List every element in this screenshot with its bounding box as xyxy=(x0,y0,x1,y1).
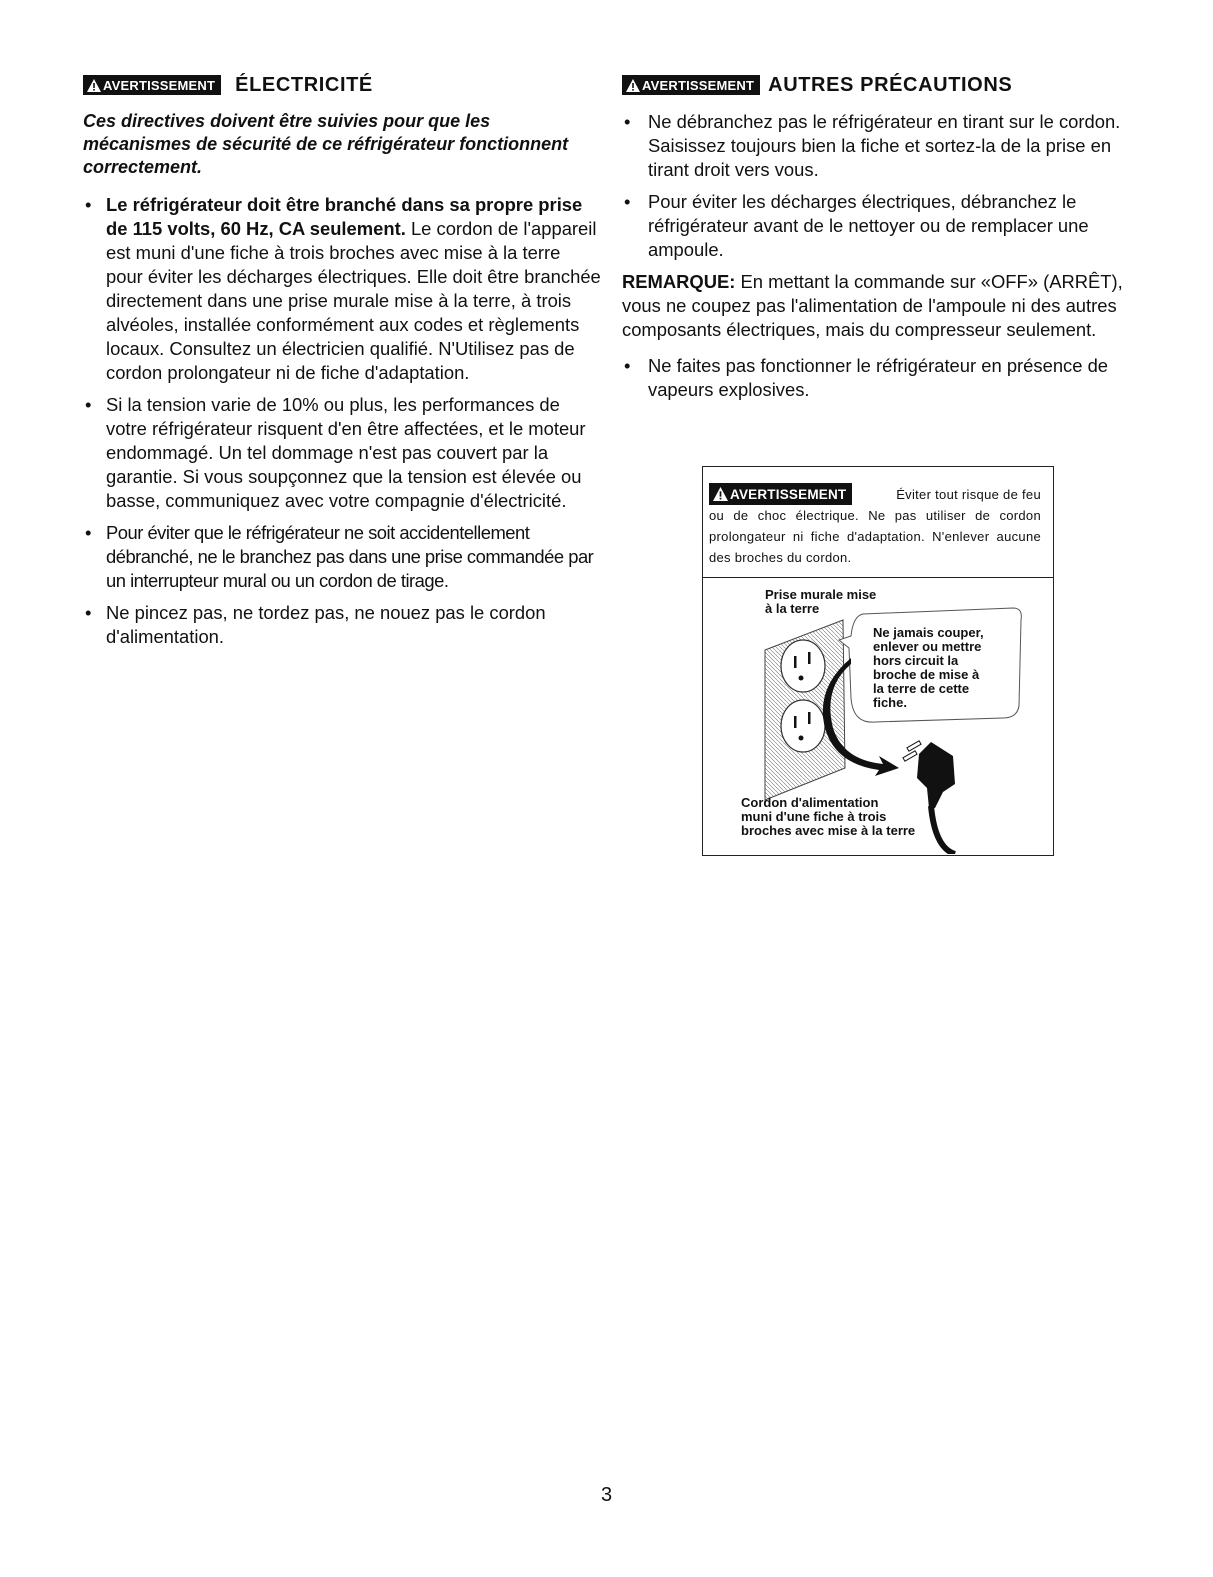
never-remove-label: Ne jamais couper, enlever ou mettre hors circuit la broche de mise à la terre de cette fiche. xyxy=(873,625,984,710)
warning-badge: AVERTISSEMENT xyxy=(709,483,852,505)
list-item: • Le réfrigérateur doit être branché dans sa propre prise de 115 volts, 60 Hz, CA seulement. Le cordon de l'appareil est muni d'une fiche à trois broches avec mise à la terre pour éviter les décharges électriques. Elle doit être branchée directement dans une prise murale mise à la terre, à trois alvéoles, installée conformément aux codes et règlements locaux. Consultez un électricien qualifié. N'Utilisez pas de cordon prolongateur ni de fiche d'adaptation. xyxy=(85,194,601,383)
left-column xyxy=(83,68,601,657)
warning-badge: AVERTISSEMENT xyxy=(622,75,760,95)
warning-box xyxy=(702,466,1054,856)
list-item: • Pour éviter les décharges électriques, débranchez le réfrigérateur avant de le nettoyer ou de remplacer une ampoule. xyxy=(624,191,1089,260)
outlet-label: Prise murale mise à la terre xyxy=(765,587,877,616)
list-item: • Ne débranchez pas le réfrigérateur en tirant sur le cordon. Saisissez toujours bien la fiche et sortez-la de la prise en tirant droit vers vous. xyxy=(624,111,1121,180)
warning-triangle-icon xyxy=(87,79,101,92)
electricity-heading xyxy=(83,68,601,102)
cord-label: Cordon d'alimentation muni d'une fiche à trois broches avec mise à la terre xyxy=(741,795,916,838)
warning-triangle-icon xyxy=(713,487,728,501)
warning-line1: Éviter tout risque de feu xyxy=(896,486,1041,502)
outlet-illustration xyxy=(703,578,1053,856)
intro-text: Ces directives doivent être suivies pour que les mécanismes de sécurité de ce réfrigérateur fonctionnent correctement. xyxy=(83,111,569,177)
list-item: • Ne faites pas fonctionner le réfrigérateur en présence de vapeurs explosives. xyxy=(624,355,1109,400)
electricity-list xyxy=(83,193,601,649)
right-column xyxy=(622,68,1142,410)
section-title: AUTRES PRÉCAUTIONS xyxy=(768,73,1013,96)
note-label: REMARQUE: xyxy=(622,271,736,292)
precautions-heading xyxy=(622,68,1142,102)
page-number: 3 xyxy=(600,1484,613,1506)
warning-rest: ou de choc électrique. Ne pas utiliser de cordon prolongateur ni fiche d'adaptation. N'enlever aucune des broches du cordon. xyxy=(709,508,1041,565)
list-item: • Ne pincez pas, ne tordez pas, ne nouez pas le cordon d'alimentation. xyxy=(85,602,546,647)
warning-text xyxy=(703,467,1053,578)
list-item: • Pour éviter que le réfrigérateur ne soit accidentellement débranché, ne le branchez pas dans une prise commandée par un interrupteur mural ou un cordon de tirage. xyxy=(85,522,594,591)
section-title: ÉLECTRICITÉ xyxy=(235,73,373,96)
note-paragraph: REMARQUE: En mettant la commande sur «OFF» (ARRÊT), vous ne coupez pas l'alimentation de l'ampoule ni des autres composants électriques, mais du compresseur seulement. xyxy=(622,271,1123,340)
list-item: • Si la tension varie de 10% ou plus, les performances de votre réfrigérateur risquent d'en être affectées, et le moteur endommagé. Un tel dommage n'est pas couvert par la garantie. Si vous soupçonnez que la tension est élevée ou basse, communiquez avec votre compagnie d'électricité. xyxy=(85,394,586,511)
precautions-list-b xyxy=(622,354,1142,402)
precautions-list-a xyxy=(622,110,1142,262)
warning-badge: AVERTISSEMENT xyxy=(83,75,221,95)
warning-triangle-icon xyxy=(626,79,640,92)
